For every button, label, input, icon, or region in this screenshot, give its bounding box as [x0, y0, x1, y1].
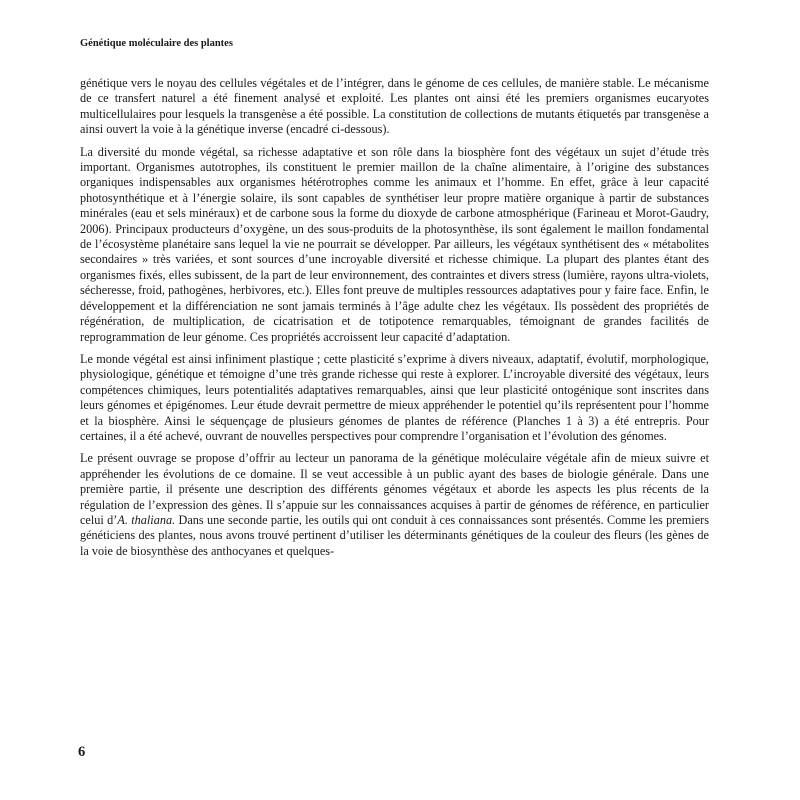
paragraph-1: génétique vers le noyau des cellules végétales et de l’intégrer, dans le génome de ces cellules, de manière stable. Le mécanisme de ce transfert naturel a été finement analysé et exploité. Les plantes ont ainsi été les premiers organismes eucaryotes multicellulaires pour lesquels la transgenèse a été possible. La constitution de collections de mutants étiquetés par transgenèse a ainsi ouvert la voie à la génétique inverse (encadré ci-dessous). [80, 76, 709, 137]
species-name: A. thaliana. [117, 512, 176, 527]
paragraph-2: La diversité du monde végétal, sa richesse adaptative et son rôle dans la biosphère font des végétaux un sujet d’étude très important. Organismes autotrophes, ils constituent le premier maillon de la chaîne alimentaire, à l’origine des substances organiques indispensables aux organismes hétérotrophes comme les animaux et l’homme. En effet, grâce à leur capacité photosynthétique et à l’énergie solaire, ils sont capables de synthétiser leur propre matière organique à partir de substances minérales (eau et sels minéraux) et de carbone sous la forme du dioxyde de carbone atmosphérique (Farineau et Morot-Gaudry, 2006). Principaux producteurs d’oxygène, un des sous-produits de la photosynthèse, ils sont également le maillon fondamental de l’écosystème planétaire sans lequel la vie ne pourrait se développer. Par ailleurs, les végétaux synthétisent des « métabolites secondaires » très variées, et sont sources d’une incroyable diversité et richesse chimique. La plupart des plantes étant des organismes fixés, elles subissent, de la part de leur environnement, des contraintes et divers stress (lumière, rayons ultra-violets, sécheresse, froid, pathogènes, herbivores, etc.). Elles font preuve de multiples ressources adaptatives pour y faire face. Enfin, le développement et la différenciation ne sont jamais terminés à l’âge adulte chez les végétaux. Ils possèdent des propriétés de régénération, de multiplication, de cicatrisation et de totipotence remarquables, témoignant de grandes facilités de reprogrammation de leur génome. Ces propriétés accroissent leur capacité d’adaptation. [80, 144, 709, 344]
paragraph-4 [80, 451, 709, 559]
running-header-title: Génétique moléculaire des plantes [80, 38, 233, 49]
paragraph-3: Le monde végétal est ainsi infiniment plastique ; cette plasticité s’exprime à divers niveaux, adaptatif, évolutif, morphologique, physiologique, génétique et témoigne d’une très grande richesse qui reste à explorer. L’incroyable diversité des végétaux, leurs compétences chimiques, leurs potentialités adaptatives remarquables, ainsi que leur plasticité ontogénique sont inscrites dans leurs génomes et épigénomes. Leur étude devrait permettre de mieux appréhender le potentiel qu’ils représentent pour l’homme et la biosphère. Ainsi le séquençage de plusieurs génomes de plantes de référence (Planches 1 à 3) a été entrepris. Pour certaines, il a été achevé, ouvrant de nouvelles perspectives pour comprendre l’organisation et l’évolution des génomes. [80, 351, 709, 443]
page-number: 6 [78, 744, 86, 760]
body-text [80, 76, 709, 566]
paragraph-4-text-start: Le présent ouvrage se propose d’offrir au lecteur un panorama de la génétique moléculaire végétale afin de mieux suivre et appréhender les évolutions de ce domaine. Il se veut accessible à un public ayant des bases de biologie générale. Dans une première partie, il présente une description des différents génomes végétaux et aborde les aspects les plus récents de la régulation de l’expression des gènes. Il s’appuie sur les connaissances acquises à partir de génomes de référence, en particulier celui d’ [80, 451, 709, 527]
paragraph-4-text-end: Dans une seconde partie, les outils qui ont conduit à ces connaissances sont présentés. Comme les premiers généticiens des plantes, nous avons trouvé pertinent d’utiliser les déterminants génétiques de la couleur des fleurs (les gènes de la voie de biosynthèse des anthocyanes et quelques- [80, 512, 709, 558]
